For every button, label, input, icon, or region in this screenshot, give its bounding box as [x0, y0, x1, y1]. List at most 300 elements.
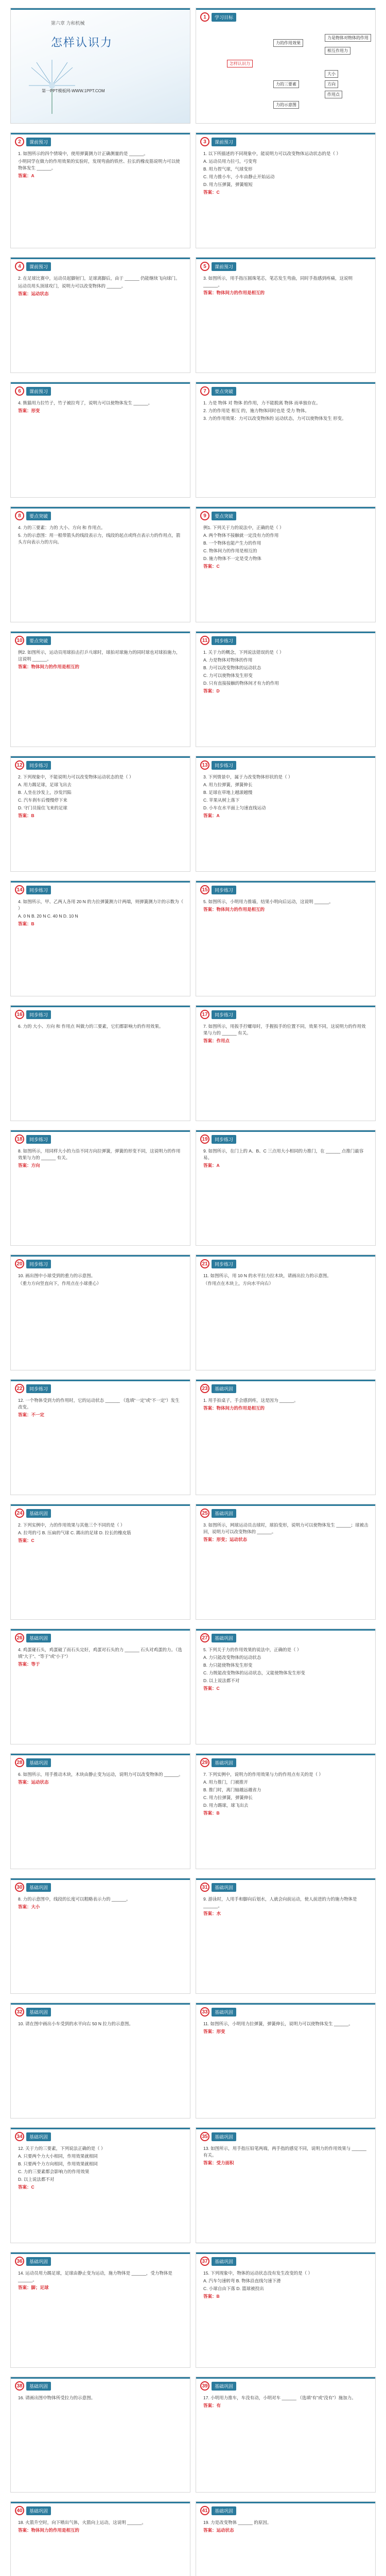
slide-top-bar [11, 258, 190, 259]
section-tag: 同步练习 [212, 761, 236, 770]
section-tag: 课前预习 [26, 262, 51, 271]
slide-header [15, 1633, 51, 1642]
slide-body [203, 400, 369, 423]
question-line: 19. 力是改变物体 ______ 的原因。 [203, 2520, 272, 2525]
slide-body [18, 1023, 184, 1031]
chapter-label: 第六章 力和机械 [51, 21, 85, 26]
slide-21 [196, 1255, 376, 1370]
slide-top-bar [11, 2128, 190, 2129]
slide-number-badge: 14 [15, 885, 24, 894]
slide-top-bar [11, 881, 190, 883]
slide-header [15, 2257, 51, 2266]
question-line: 5. 如图所示，小明用力推墙，结果小明向后运动，这说明 ______。 [203, 899, 334, 904]
question-line: A. 只要两个力大小相同，作用效果就相同 [18, 2154, 98, 2159]
slide-number-badge: 11 [200, 636, 209, 645]
slide-body [18, 1647, 184, 1669]
slide-top-bar [196, 258, 375, 259]
slide-body [18, 1522, 184, 1545]
section-tag: 同步练习 [26, 1135, 51, 1144]
slide-31 [196, 1878, 376, 1994]
slide-2 [10, 132, 190, 248]
slide-header [200, 511, 236, 520]
question-line: 17. 小明用力推车，车没有动，小明对车 ______ （选填“有”或“没有”）施加力。 [203, 2395, 356, 2400]
answer-line: 答案：方向 [18, 1163, 40, 1168]
slide-header [200, 1010, 236, 1019]
question-line: 运动员用头顶球攻门，说明力可以改变物体的 ______。 [18, 283, 126, 289]
slide-header [15, 760, 51, 770]
slide-top-bar [11, 1629, 190, 1631]
answer-line: 答案：物体间力的作用是相互的 [18, 2528, 80, 2533]
answer-line: 答案：C [18, 2184, 34, 2190]
slide-25 [196, 1504, 376, 1620]
section-tag: 课前预习 [26, 138, 51, 146]
slide-body [203, 2395, 369, 2410]
slide-16 [10, 1005, 190, 1121]
question-line: A. 汽车匀速转弯 B. 物体沿直线匀速下滑 [203, 2278, 281, 2283]
slide-number-badge: 22 [15, 1384, 24, 1393]
slide-body [18, 774, 184, 820]
question-line: D. 守门员接住飞来的足球 [18, 805, 67, 810]
slide-number-badge: 19 [200, 1134, 209, 1144]
answer-line: 答案：B [18, 921, 34, 926]
slide-top-bar [196, 2003, 375, 2005]
slide-body [18, 1397, 184, 1419]
slide-number-badge: 23 [200, 1384, 209, 1393]
slide-number-badge: 18 [15, 1134, 24, 1144]
slide-body [203, 2145, 369, 2167]
slide-header [200, 262, 236, 271]
question-line: 7. 如图所示，用扳手拧螺母时，手握扳手的位置不同，效果不同，这说明力的作用效果与力的 ______ 有关。 [203, 1024, 366, 1036]
slide-10 [10, 631, 190, 747]
slide-header [200, 2506, 236, 2515]
mind-map-node: 力的作用效果 [273, 39, 303, 47]
section-tag: 基础巩固 [26, 1509, 51, 1518]
slide-35 [196, 2127, 376, 2243]
section-tag: 学习目标 [212, 13, 236, 22]
section-tag: 基础巩固 [212, 2008, 236, 2016]
slide-8 [10, 506, 190, 622]
answer-line: 答案：等于 [18, 1662, 40, 1667]
question-line: 2. 下列实例中，力的作用效果与其他三个不同的是（ ） [18, 1522, 125, 1528]
slide-34 [10, 2127, 190, 2243]
question-line: B. 力只能使物体发生形变 [203, 1663, 253, 1668]
slide-number-badge: 24 [15, 1509, 24, 1518]
slide-number-badge: 15 [200, 885, 209, 894]
slide-number-badge: 37 [200, 2257, 209, 2266]
section-tag: 基础巩固 [212, 1384, 236, 1393]
slide-header [15, 386, 51, 396]
slide-body [203, 1522, 369, 1544]
slide-body [18, 2395, 184, 2402]
question-line: 1. 以下所描述的不同现象中，能说明力可以改变物体运动状态的是（ ） [203, 151, 341, 156]
mind-map-node: 大小 [325, 70, 338, 78]
question-line: A. 用力拉弹簧，弹簧伸长 [203, 782, 253, 787]
slide-top-bar [196, 881, 375, 883]
section-tag: 同步练习 [26, 1260, 51, 1268]
slide-number-badge: 1 [200, 12, 209, 22]
question-line: （作用点在木块上，方向水平向右） [203, 1281, 274, 1286]
slide-header [15, 137, 51, 146]
question-line: 13. 如图所示，用手指压铅笔两端，两手指的感觉不同，说明力的作用效果与 ______ 有关。 [203, 2146, 366, 2158]
question-line: B. 足球在草地上越滚越慢 [203, 790, 253, 795]
slide-39 [196, 2377, 376, 2493]
slide-header [200, 2381, 236, 2391]
question-line: 3. 下列情景中，属于力改变物体形状的是（ ） [203, 774, 293, 779]
answer-line: 答案：形变；运动状态 [203, 1537, 248, 1542]
question-line: 7. 下列实例中，说明力的作用效果与力的作用点有关的是（ ） [203, 1772, 323, 1777]
section-tag: 课前预习 [212, 262, 236, 271]
slide-header [15, 511, 51, 520]
section-tag: 基础巩固 [26, 1883, 51, 1892]
answer-line: 答案：C [203, 564, 220, 569]
slide-29 [196, 1753, 376, 1869]
slide-header [200, 885, 236, 894]
slide-top-bar [11, 1754, 190, 1755]
question-line: 16. 请画出图中物体所受拉力的示意图。 [18, 2395, 96, 2400]
slide-number-badge: 41 [200, 2506, 209, 2515]
answer-line: 答案：D [203, 688, 220, 693]
slide-body [18, 1771, 184, 1787]
slide-41 [196, 2501, 376, 2576]
mind-map-node: 方向 [325, 80, 338, 88]
slide-7 [196, 382, 376, 498]
slide-28 [10, 1753, 190, 1869]
section-tag: 要点突破 [26, 636, 51, 645]
question-line: B. 力可以改变物体的运动状态 [203, 665, 261, 670]
slide-header [200, 386, 236, 396]
slide-header [15, 1883, 51, 1892]
slide-top-bar [11, 2252, 190, 2254]
mind-map-node: 怎样认识力 [227, 60, 253, 67]
slide-top-bar [11, 382, 190, 384]
slide-body [18, 1896, 184, 1911]
slide-top-bar [196, 1504, 375, 1506]
question-line: C. 用力拉弹簧，弹簧伸长 [203, 1795, 253, 1800]
question-line: D. 小车在水平面上匀速直线运动 [203, 805, 266, 810]
answer-line: 答案：物体间力的作用是相互的 [203, 290, 265, 295]
slide-top-bar [11, 1380, 190, 1381]
slide-number-badge: 16 [15, 1010, 24, 1019]
question-line: 4. 力的三要素：力的 大小、方向 和 作用点。 [18, 525, 106, 530]
slide-1 [196, 8, 376, 124]
slide-header [15, 1384, 51, 1393]
question-line: 10. 请在图中画出小车受到的水平向右 50 N 拉力的示意图。 [18, 2021, 133, 2026]
section-tag: 基础巩固 [212, 2132, 236, 2141]
slide-40 [10, 2501, 190, 2576]
question-line: 2. 力的作用是 相互 的，施力物体同时也是 受力 物体。 [203, 408, 309, 413]
slide-header [15, 2381, 51, 2391]
slide-header [200, 1259, 236, 1268]
question-line: A. 0 N B. 20 N C. 40 N D. 10 N [18, 913, 78, 919]
answer-line: 答案：A [203, 1163, 220, 1168]
slide-body [203, 649, 369, 696]
answer-line: 答案：C [203, 1686, 220, 1691]
slide-header [15, 885, 51, 894]
slide-header [15, 2132, 51, 2141]
section-tag: 基础巩固 [212, 2382, 236, 2391]
section-tag: 基础巩固 [212, 2506, 236, 2515]
slide-3 [196, 132, 376, 248]
question-line: 小明同学在做力的作用效果的实验时，发现弯曲的铁丝、拉长的橡皮筋说明力可以使物体发生 ______。 [18, 159, 180, 171]
section-tag: 基础巩固 [212, 1634, 236, 1642]
answer-line: 答案：C [203, 190, 220, 195]
mind-map-node: 力是物体对物体的作用 [325, 34, 371, 42]
slide-top-bar [196, 2377, 375, 2379]
slide-body [203, 2519, 369, 2535]
slide-body [18, 2519, 184, 2535]
slide-37 [196, 2252, 376, 2368]
slide-number-badge: 34 [15, 2132, 24, 2141]
slide-top-bar [196, 1130, 375, 1132]
question-line: 4. 鸡蛋碰石头，鸡蛋破了而石头完好，鸡蛋对石头的力 ______ 石头对鸡蛋的力。（选填“大于”、“等于”或“小于”） [18, 1647, 182, 1659]
slide-20 [10, 1255, 190, 1370]
slide-header [200, 760, 236, 770]
question-line: 3. 如图所示，网球运动员击球时，球拍变形，说明力可以使物体发生 ______；球被击回，说明力可以改变物体的 ______。 [203, 1522, 369, 1534]
slide-header [15, 1134, 51, 1144]
slide-number-badge: 20 [15, 1259, 24, 1268]
slide-6 [10, 382, 190, 498]
answer-line: 答案：有 [203, 2403, 221, 2408]
slide-body [203, 1273, 369, 1288]
answer-line: 答案：作用点 [203, 1038, 230, 1043]
slide-number-badge: 35 [200, 2132, 209, 2141]
section-tag: 同步练习 [26, 1384, 51, 1393]
question-line: C. 物体间力的作用是相互的 [203, 548, 257, 553]
question-line: A. 两个物体不接触就一定没有力的作用 [203, 533, 279, 538]
slide-number-badge: 6 [15, 386, 24, 396]
section-tag: 要点突破 [212, 387, 236, 396]
section-tag: 同步练习 [212, 1135, 236, 1144]
question-line: 1. 如图所示的四个情境中，使用弹簧测力计正确测量的是 ______。 [18, 151, 148, 156]
question-line: B. 一个物体也能产生力的作用 [203, 540, 261, 546]
slide-body [18, 2021, 184, 2028]
slide-body [203, 1148, 369, 1170]
slide-header [200, 12, 236, 22]
answer-line: 答案：不一定 [18, 1412, 45, 1417]
slide-36 [10, 2252, 190, 2368]
slide-5 [196, 257, 376, 373]
slide-body [18, 2270, 184, 2292]
slide-number-badge: 26 [15, 1633, 24, 1642]
slide-22 [10, 1379, 190, 1495]
section-tag: 基础巩固 [26, 2008, 51, 2016]
slide-number-badge: 17 [200, 1010, 209, 1019]
section-tag: 基础巩固 [212, 2257, 236, 2266]
section-tag: 基础巩固 [26, 2257, 51, 2266]
answer-line: 答案：运动状态 [18, 1780, 49, 1785]
mind-map-node: 力的示意图 [273, 101, 299, 109]
answer-line: 答案：B [203, 2294, 220, 2299]
question-line: A. 用力踢足球，足球飞出去 [18, 782, 72, 787]
slide-number-badge: 32 [15, 2007, 24, 2016]
question-line: C. 汽车刹车后慢慢停下来 [18, 798, 67, 803]
question-line: 14. 运动员用力踢足球，足球由静止变为运动，施力物体是 ______，受力物体是 ______。 [18, 2270, 172, 2282]
slide-header [200, 1134, 236, 1144]
question-line: A. 力只能改变物体的运动状态 [203, 1655, 261, 1660]
slide-body [203, 1647, 369, 1693]
slide-top-bar [196, 133, 375, 134]
question-line: 4. 熊猫用力拉竹子，竹子被拉弯了，说明力可以使物体发生 ______。 [18, 400, 153, 405]
slide-header [15, 2506, 51, 2515]
section-tag: 基础巩固 [26, 1634, 51, 1642]
slide-body [18, 899, 184, 928]
slide-header [200, 1758, 236, 1767]
question-line: 12. 关于力的三要素，下列说法正确的是（ ） [18, 2146, 106, 2151]
slide-body [203, 275, 369, 297]
slide-body [203, 2021, 369, 2036]
question-line: C. 小球自由下落 D. 篮球被投出 [203, 2286, 264, 2291]
question-line: C. 力可以使物体发生形变 [203, 673, 253, 678]
slide-number-badge: 29 [200, 1758, 209, 1767]
question-line: A. 运动员用力拉弓，弓变弯 [203, 159, 257, 164]
slide-body [203, 1771, 369, 1818]
slide-header [15, 262, 51, 271]
slide-body [203, 899, 369, 914]
slide-top-bar [11, 632, 190, 633]
slide-body [18, 2145, 184, 2192]
section-tag: 同步练习 [212, 886, 236, 894]
slide-header [200, 2132, 236, 2141]
slide-top-bar [11, 1255, 190, 1257]
question-line: 例1. 下列关于力的说法中，正确的是（ ） [203, 525, 284, 530]
question-line: C. 力的三要素都会影响力的作用效果 [18, 2169, 90, 2174]
question-line: C. 苹果从树上落下 [203, 798, 240, 803]
slide-body [18, 524, 184, 547]
section-tag: 同步练习 [212, 636, 236, 645]
slide-header [15, 1010, 51, 1019]
slide-18 [10, 1130, 190, 1246]
question-line: 1. 力是 物体 对 物体 的作用，力不能脱离 物体 而单独存在。 [203, 400, 321, 405]
mind-map-node: 作用点 [325, 91, 342, 98]
question-line: 3. 如图所示，用手指压圆珠笔芯，笔芯发生弯曲，同时手指感到疼痛，这说明 ______。 [203, 276, 353, 287]
section-tag: 基础巩固 [212, 1509, 236, 1518]
slide-27 [196, 1629, 376, 1744]
question-line: C. 力既能改变物体的运动状态，又能使物体发生形变 [203, 1670, 305, 1675]
question-line: D. 以上说法都不对 [203, 1678, 240, 1683]
slide-header [200, 2257, 236, 2266]
slide-top-bar [11, 2502, 190, 2503]
question-line: D. 只有直接接触的物体间才有力的作用 [203, 681, 279, 686]
question-line: 1. 关于力的概念，下列说法错误的是（ ） [203, 650, 284, 655]
slide-body [18, 649, 184, 671]
answer-line: 答案：C [18, 1538, 34, 1543]
slide-number-badge: 27 [200, 1633, 209, 1642]
slide-header [200, 137, 236, 146]
slide-top-bar [196, 507, 375, 509]
slide-number-badge: 8 [15, 511, 24, 520]
answer-line: 答案：形变 [203, 2029, 225, 2034]
slide-top-bar [11, 2003, 190, 2005]
answer-line: 答案：物体间力的作用是相互的 [18, 664, 80, 669]
slide-header [200, 1633, 236, 1642]
answer-line: 答案：水 [203, 1911, 221, 1916]
slide-top-bar [11, 1504, 190, 1506]
question-line: （重力方向竖直向下，作用点在小球重心） [18, 1281, 101, 1286]
slide-top-bar [196, 8, 375, 10]
answer-line: 答案：B [203, 1810, 220, 1816]
slide-top-bar [196, 632, 375, 633]
slide-top-bar [196, 1754, 375, 1755]
question-line: 18. 火箭升空时，向下喷出气体，火箭向上运动，这说明 ______。 [18, 2520, 146, 2525]
slide-top-bar [11, 133, 190, 134]
slide-9 [196, 506, 376, 622]
slide-top-bar [11, 8, 190, 10]
slide-number-badge: 36 [15, 2257, 24, 2266]
slide-header [15, 1259, 51, 1268]
slide-number-badge: 7 [200, 386, 209, 396]
slide-top-bar [196, 1629, 375, 1631]
question-line: 15. 下列现象中，物体的运动状态没有发生改变的是（ ） [203, 2270, 313, 2276]
slide-11 [196, 631, 376, 747]
slide-body [18, 400, 184, 415]
question-line: 2. 下列现象中，不能说明力可以改变物体运动状态的是（ ） [18, 774, 134, 779]
question-line: D. 以上说法都不对 [18, 2177, 55, 2182]
slide-33 [196, 2003, 376, 2119]
question-line: A. 力是物体对物体的作用 [203, 657, 253, 663]
question-line: B. 推门时，离门轴越远越省力 [203, 1787, 261, 1792]
slide-body [18, 1148, 184, 1170]
question-line: 8. 力的示意图中，线段的长度可以粗略表示力的 ______。 [18, 1896, 131, 1902]
question-line: 3. 力的作用效果：力可以改变物体的 运动状态，力可以使物体发生 形变。 [203, 416, 346, 421]
answer-line: 答案：受力面积 [203, 2160, 234, 2165]
slide-12 [10, 756, 190, 872]
slide-top-bar [196, 2252, 375, 2254]
question-line: A. 拉弯的弓 B. 压扁的气球 C. 踢出的足球 D. 拉长的橡皮筋 [18, 1530, 131, 1535]
slide-4 [10, 257, 190, 373]
slide-23 [196, 1379, 376, 1495]
slide-body [203, 150, 369, 197]
question-line: D. 用力压弹簧，弹簧缩短 [203, 182, 253, 187]
section-tag: 基础巩固 [26, 2382, 51, 2391]
section-tag: 基础巩固 [212, 1883, 236, 1892]
question-line: 2. 在足球比赛中，运动员起脚射门，足球离脚后，由于 ______ 仍能继续飞向球门。 [18, 276, 180, 281]
answer-line: 答案：大小 [18, 1904, 40, 1909]
slide-number-badge: 31 [200, 1883, 209, 1892]
slide-body [203, 2270, 369, 2301]
question-line: 9. 游泳时，人用手和脚向后划水，人就会向前运动，使人前进的力的施力物体是 ______。 [203, 1896, 357, 1908]
slide-top-bar [196, 1006, 375, 1007]
question-line: C. 用力推小车，小车由静止开始运动 [203, 174, 275, 179]
slide-top-bar [196, 2502, 375, 2503]
section-tag: 课前预习 [26, 387, 51, 396]
answer-line: 答案：运动状态 [203, 2528, 234, 2533]
answer-line: 答案：脚；足球 [18, 2285, 49, 2290]
slide-number-badge: 13 [200, 760, 209, 770]
slide-body [203, 524, 369, 571]
question-line: 12. 一个物体受到力的作用时，它的运动状态 ______ （选填“一定”或“不一定”）发生改变。 [18, 1398, 180, 1410]
section-tag: 基础巩固 [212, 1758, 236, 1767]
section-tag: 同步练习 [212, 1010, 236, 1019]
question-line: D. 用力踢球，球飞出去 [203, 1803, 249, 1808]
section-tag: 基础巩固 [26, 2132, 51, 2141]
mind-map-node: 力的三要素 [273, 80, 299, 88]
mind-map-node: 相互作用力 [325, 47, 350, 55]
slide-number-badge: 10 [15, 636, 24, 645]
question-line: A. 用力推门，门被推开 [203, 1780, 248, 1785]
slide-19 [196, 1130, 376, 1246]
slide-number-badge: 21 [200, 1259, 209, 1268]
slide-header [15, 2007, 51, 2016]
slide-number-badge: 12 [15, 760, 24, 770]
slide-26 [10, 1629, 190, 1744]
slide-header [200, 2007, 236, 2016]
slide-32 [10, 2003, 190, 2119]
slide-number-badge: 38 [15, 2381, 24, 2391]
cover-title: 怎样认识力 [51, 36, 113, 49]
slide-top-bar [11, 1130, 190, 1132]
slide-top-bar [11, 756, 190, 758]
slide-body [203, 1023, 369, 1045]
